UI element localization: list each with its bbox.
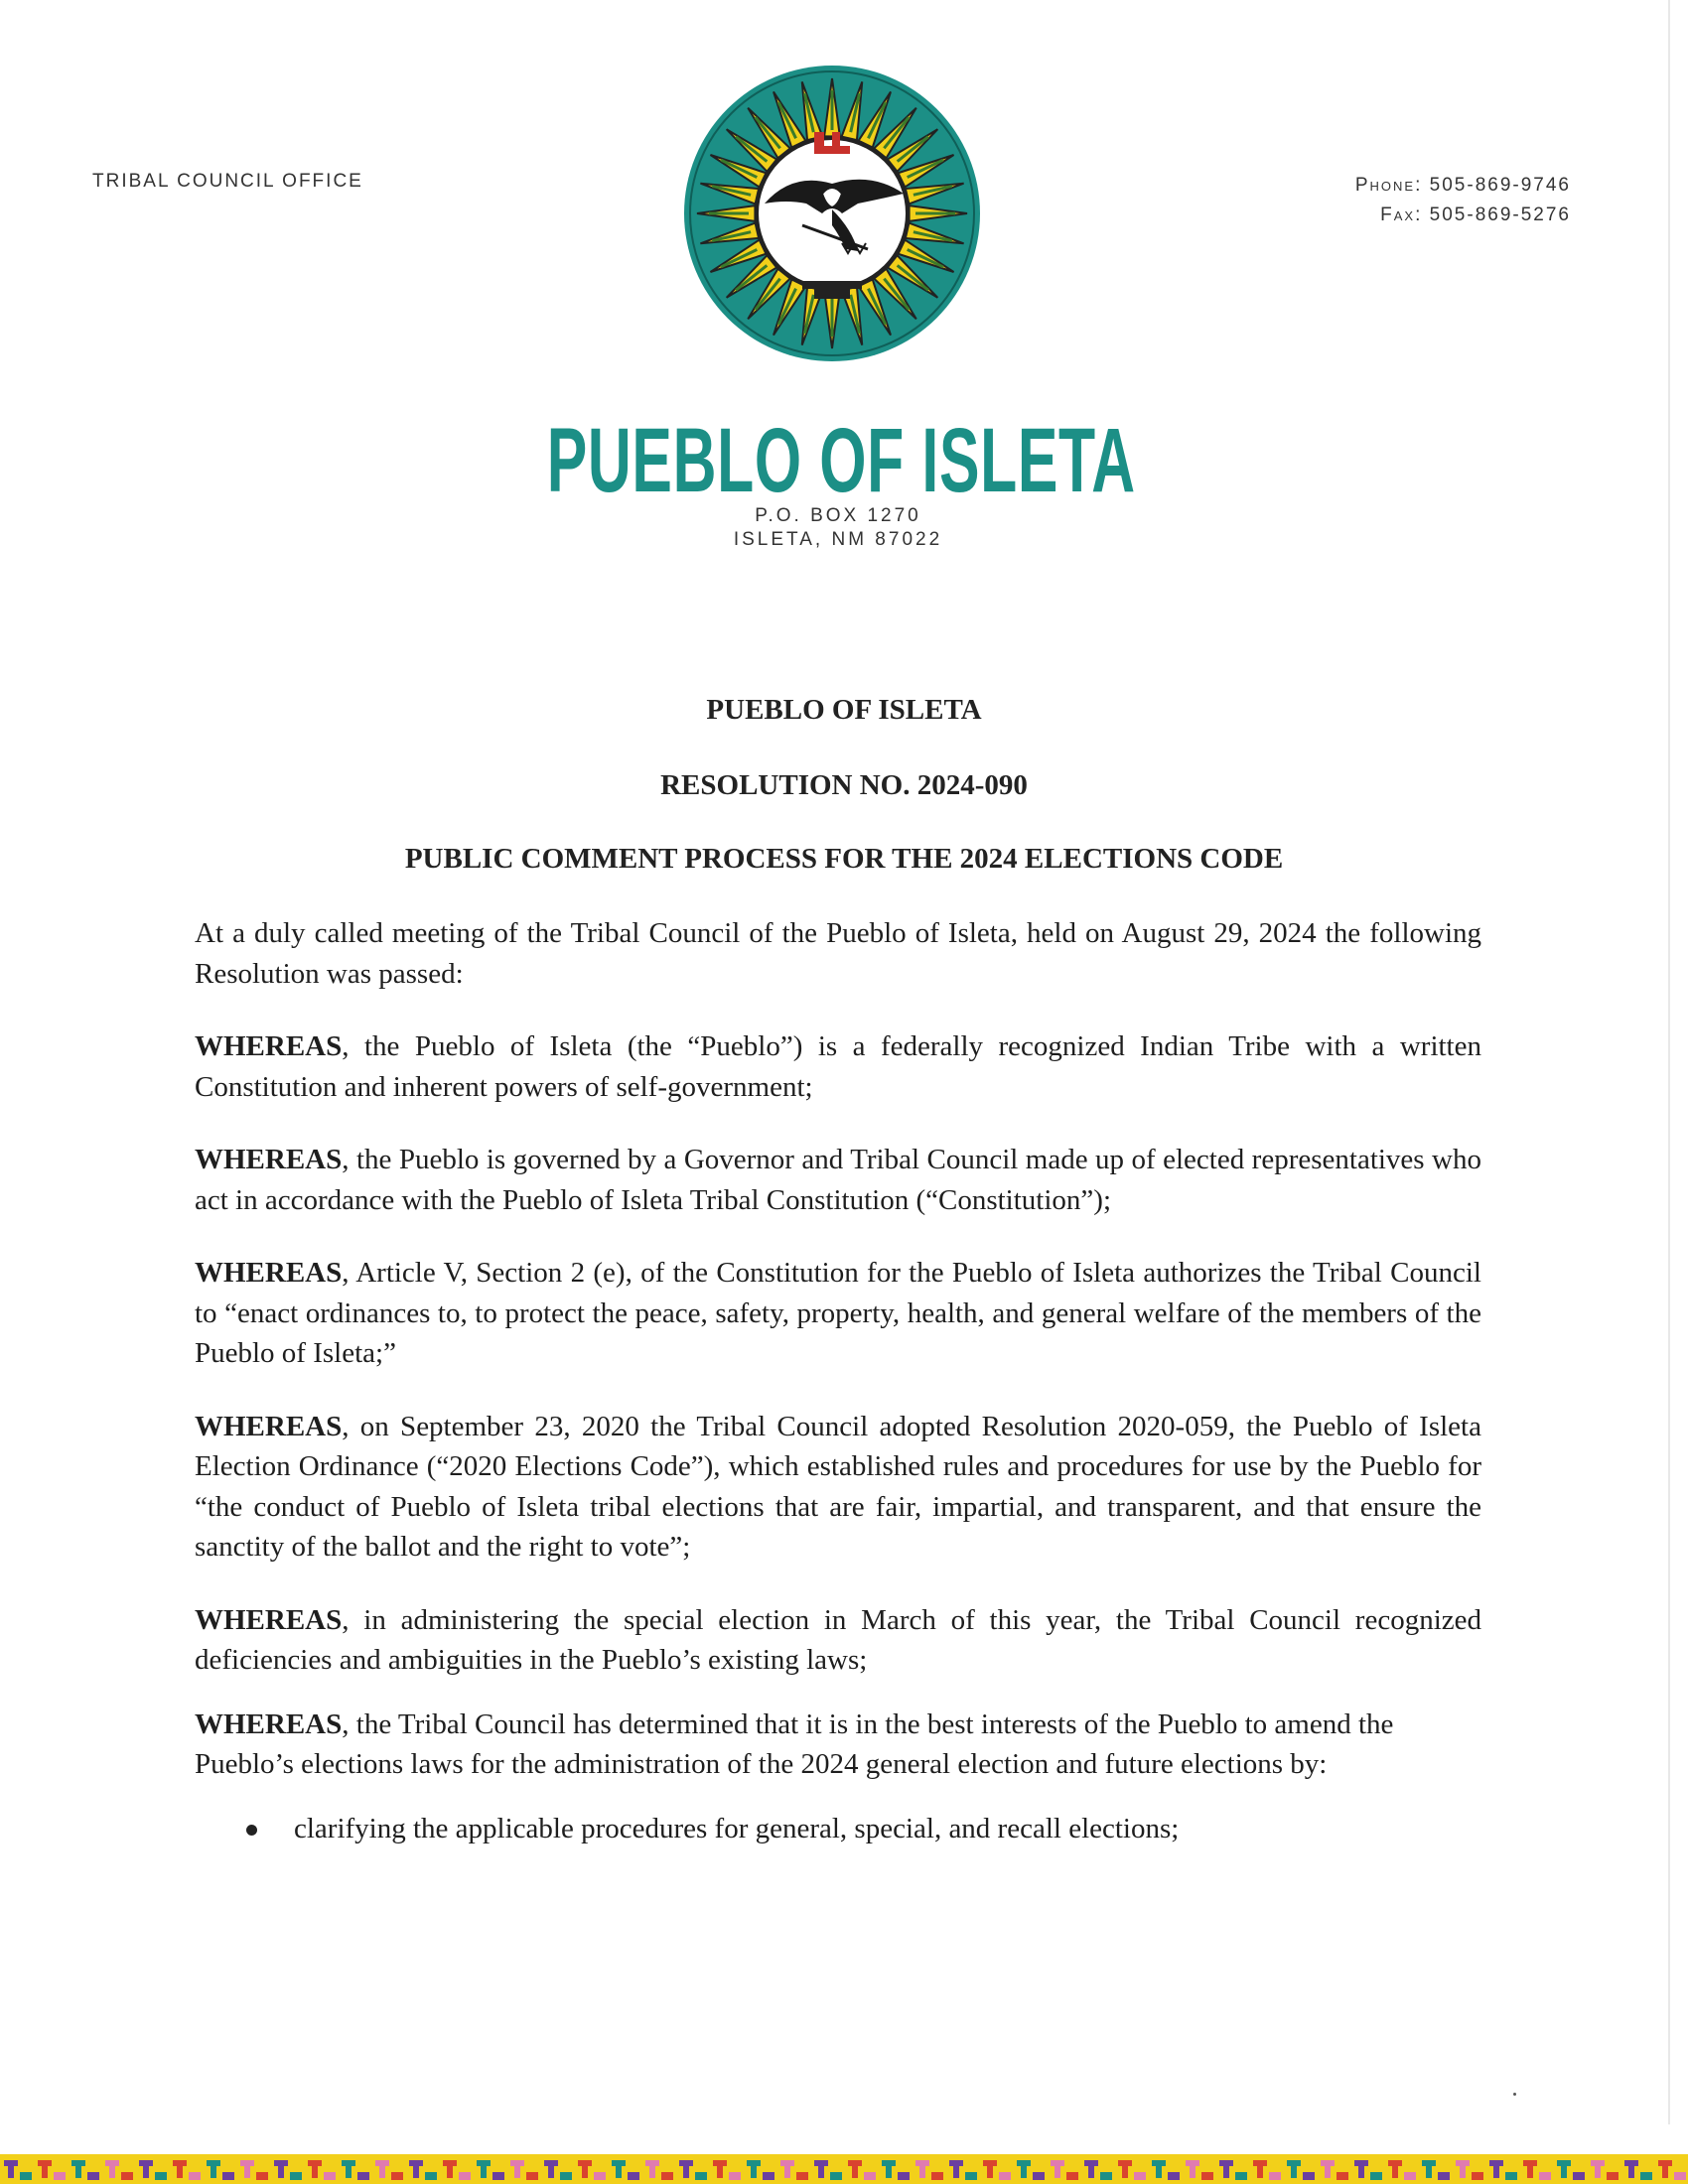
whereas-clause-4 <box>195 1407 1481 1568</box>
whereas-clause-2 <box>195 1140 1481 1220</box>
heading-pueblo: PUEBLO OF ISLETA <box>706 694 982 726</box>
phone-label: Phone: <box>1354 175 1423 196</box>
address-line-2: ISLETA, NM 87022 <box>733 529 943 550</box>
decorative-border-icon <box>0 2154 1688 2184</box>
scan-speck <box>1513 2093 1516 2096</box>
page-edge <box>1668 0 1670 2124</box>
address-line-1: P.O. BOX 1270 <box>755 505 921 526</box>
heading-title: PUBLIC COMMENT PROCESS FOR THE 2024 ELECTIONS CODE <box>404 843 1284 875</box>
whereas-label: WHEREAS <box>195 1707 343 1740</box>
intro-paragraph: At a duly called meeting of the Tribal Council of the Pueblo of Isleta, held on August 29, 2024 the following Resolution was passed: <box>195 917 1481 990</box>
mailing-address <box>0 504 1682 552</box>
whereas-clause-5 <box>195 1600 1481 1681</box>
whereas-label: WHEREAS <box>195 1030 343 1062</box>
whereas-clause-1 <box>195 1026 1481 1107</box>
fax-number: 505-869-5276 <box>1429 205 1571 225</box>
whereas-clause-6 <box>195 1705 1481 1785</box>
resolution-body <box>195 913 1481 1848</box>
list-item-text: clarifying the applicable procedures for general, special, and recall elections; <box>294 1812 1180 1844</box>
phone-line <box>1355 171 1571 201</box>
whereas-label: WHEREAS <box>195 1410 343 1442</box>
clause-text: , in administering the special election in March of this year, the Tribal Council recognized deficiencies and ambiguities in the Pueblo’s existing laws; <box>195 1603 1481 1676</box>
fax-line <box>1355 201 1571 230</box>
clause-text: , the Pueblo of Isleta (the “Pueblo”) is a federally recognized Indian Tribe with a written Constitution and inherent powers of self-government; <box>195 1030 1481 1103</box>
pueblo-name-logotype: PUEBLO OF ISLETA <box>546 410 1136 511</box>
whereas-label: WHEREAS <box>195 1144 343 1175</box>
eagle-seal-icon <box>683 55 981 372</box>
clause-text: , the Tribal Council has determined that it is in the best interests of the Pueblo to amend the Pueblo’s elections laws for the administration of the 2024 general election and future elections by: <box>195 1707 1394 1780</box>
clause-text: , the Pueblo is governed by a Governor and Tribal Council made up of elected representatives who act in accordance with the Pueblo of Isleta Tribal Constitution (“Constitution”); <box>195 1144 1481 1216</box>
contact-block <box>1355 171 1571 230</box>
fax-label: Fax: <box>1380 205 1423 225</box>
amendment-list <box>195 1809 1481 1849</box>
office-label: TRIBAL COUNCIL OFFICE <box>92 171 363 192</box>
whereas-clause-3 <box>195 1253 1481 1374</box>
heading-resolution-number: RESOLUTION NO. 2024-090 <box>660 769 1028 801</box>
list-item <box>195 1809 1481 1849</box>
whereas-label: WHEREAS <box>195 1257 343 1289</box>
clause-text: , on September 23, 2020 the Tribal Council adopted Resolution 2020-059, the Pueblo of Isleta Election Ordinance (“2020 Elections Code”), which established rules and procedures for use by the Pueblo for “the conduct of Pueblo of Isleta tribal elections that are fair, impartial, and transparent, and that ensure the sanctity of the ballot and the right to vote”; <box>195 1410 1481 1563</box>
phone-number: 505-869-9746 <box>1429 175 1571 196</box>
whereas-label: WHEREAS <box>195 1603 343 1636</box>
bullet-dot-icon <box>246 1825 257 1836</box>
clause-text: , Article V, Section 2 (e), of the Constitution for the Pueblo of Isleta authorizes the Tribal Council to “enact ordinances to, to protect the peace, safety, property, health, and general welfare of the members of the Pueblo of Isleta;” <box>195 1257 1481 1369</box>
